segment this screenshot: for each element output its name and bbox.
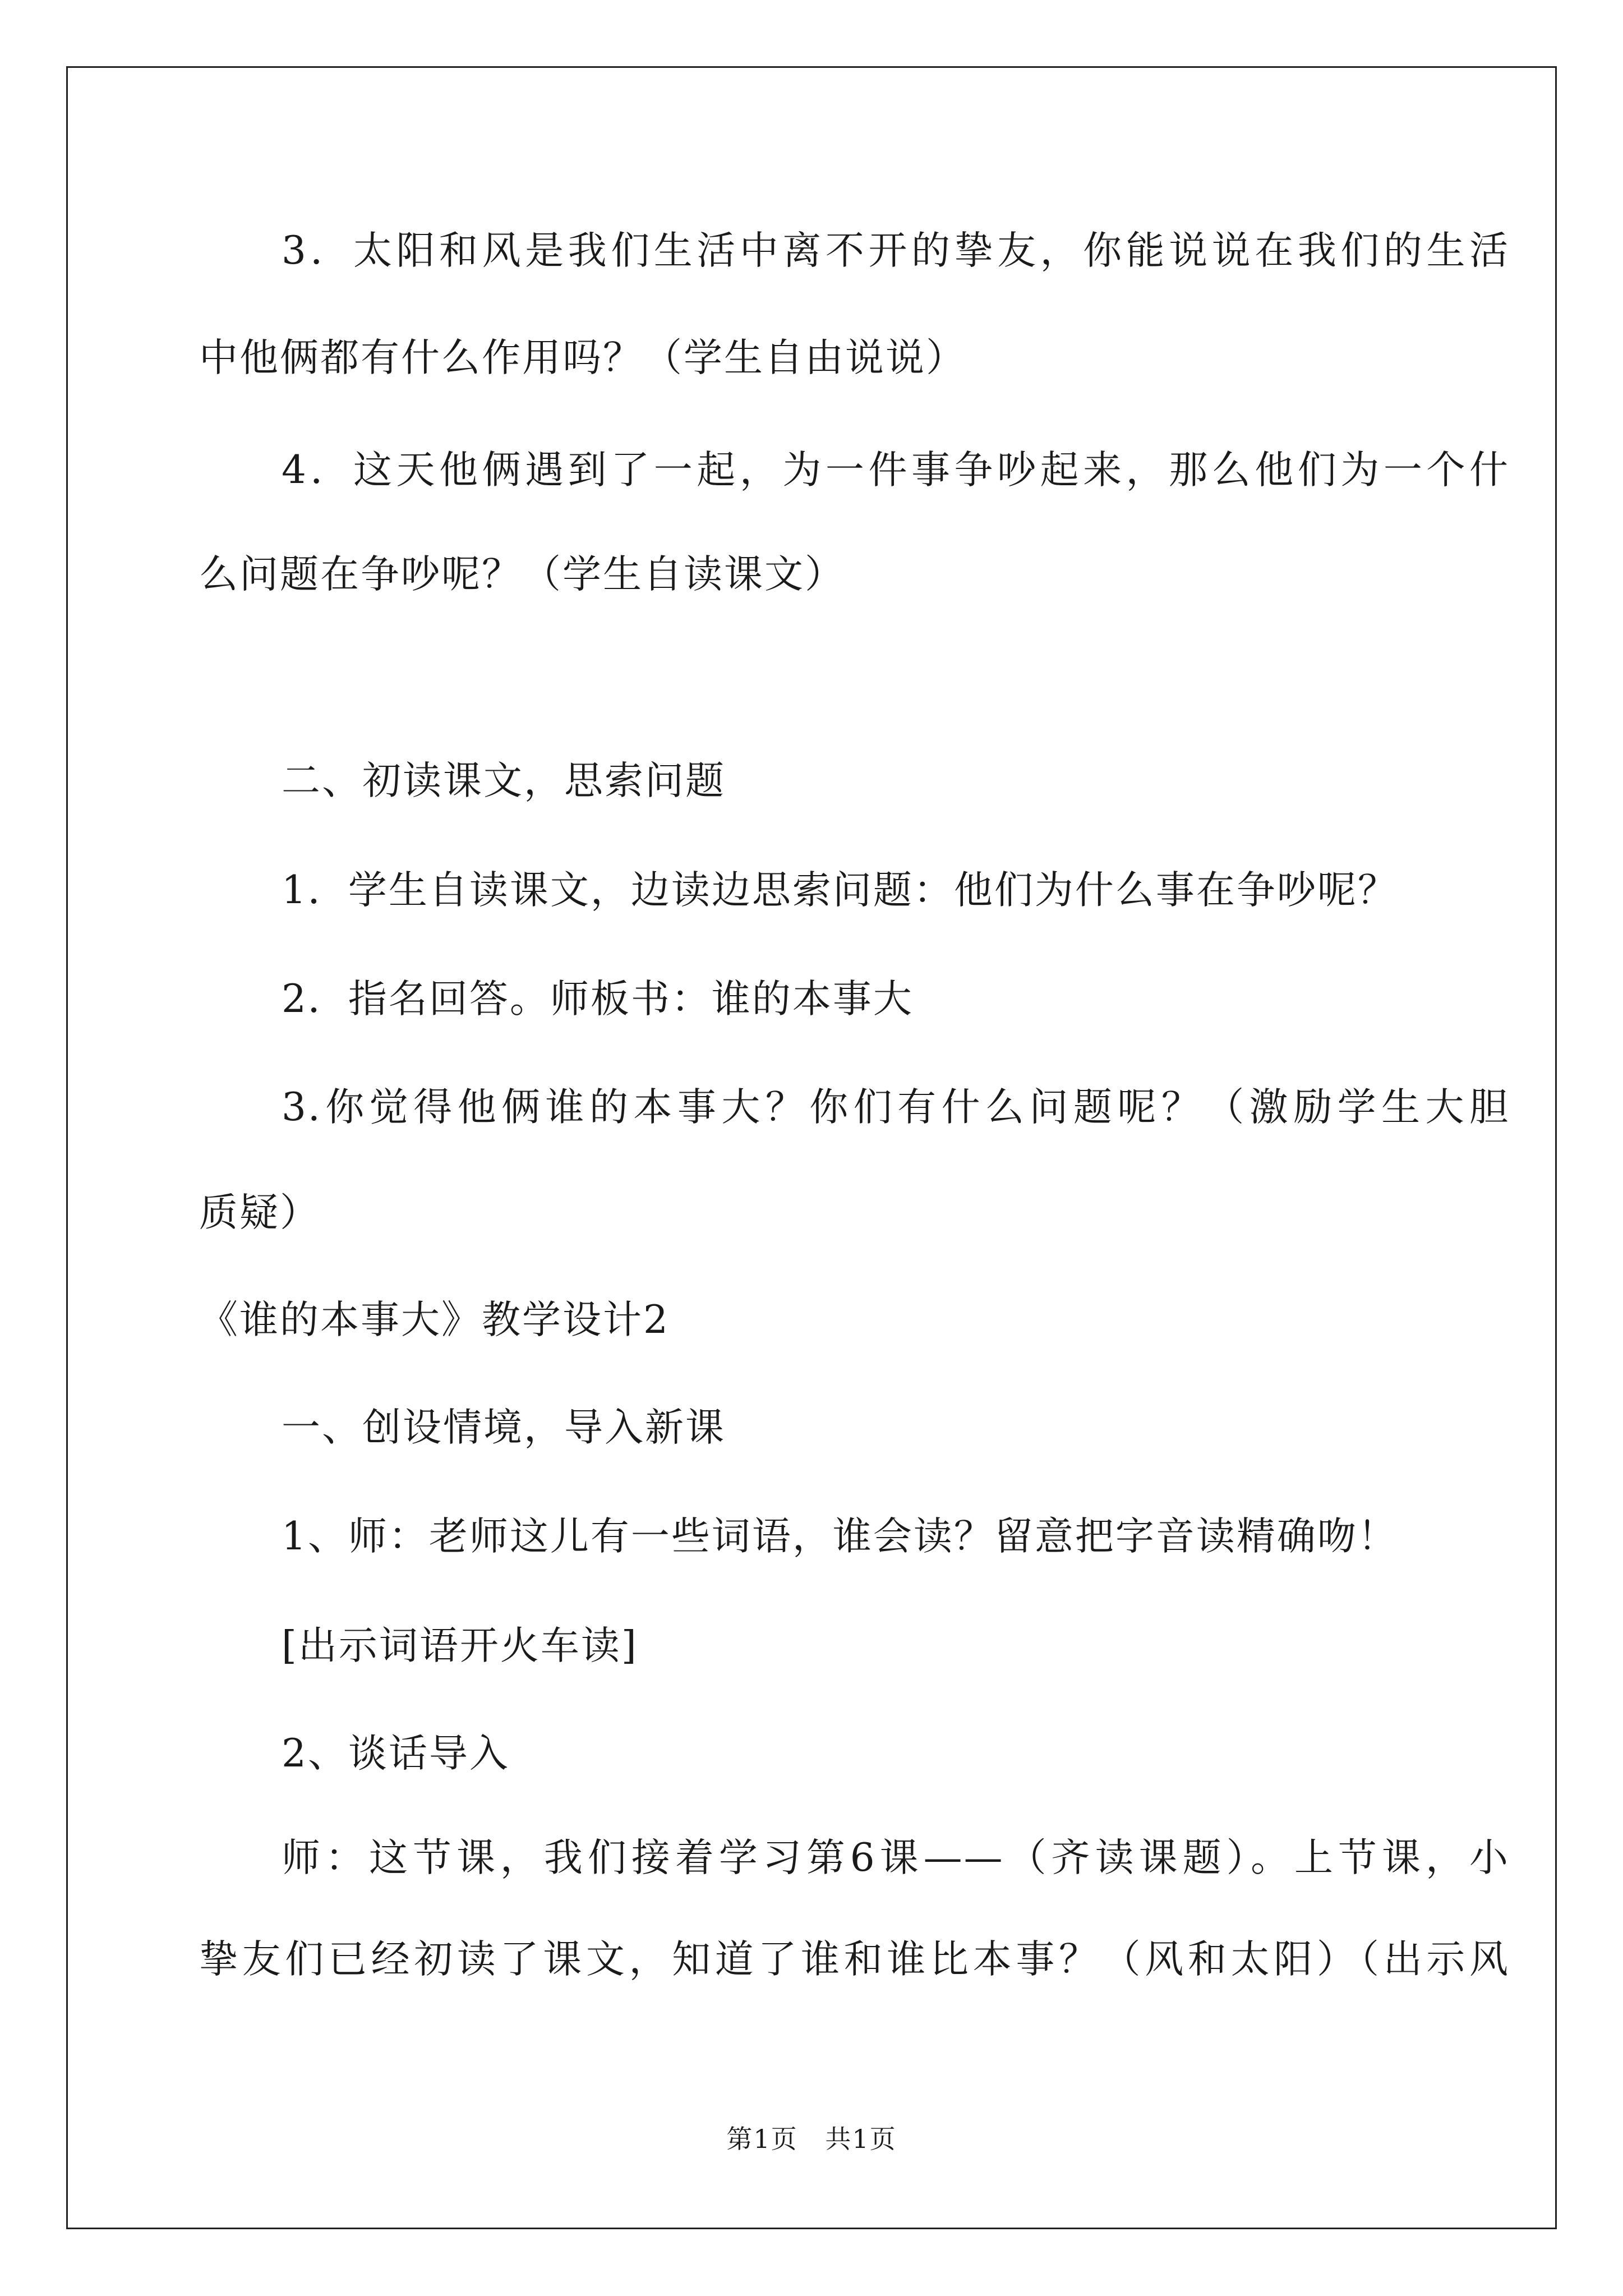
- paragraph-line: 中他俩都有什么作用吗？（学生自由说说）: [199, 335, 966, 380]
- page-footer: [0, 2122, 1623, 2156]
- section-heading: 一、创设情境，导入新课: [282, 1405, 726, 1450]
- page-border: [66, 66, 1557, 2229]
- paragraph-line: 挚友们已经初读了课文，知道了谁和谁比本事？（风和太阳）（出示风: [199, 1937, 1510, 1982]
- paragraph-line: 3.你觉得他俩谁的本事大？你们有什么问题呢？（激励学生大胆: [282, 1085, 1510, 1130]
- paragraph-line: 质疑）: [199, 1190, 320, 1235]
- paragraph-line: 1、师：老师这儿有一些词语，谁会读？留意把字音读精确吻！: [282, 1514, 1398, 1559]
- paragraph-line: 2、谈话导入: [282, 1731, 510, 1776]
- paragraph-line: 4．这天他俩遇到了一起，为一件事争吵起来，那么他们为一个什: [282, 448, 1510, 493]
- paragraph-line: 2．指名回答。师板书：谁的本事大: [282, 977, 914, 1022]
- paragraph-line: [出示词语开火车读]: [282, 1623, 638, 1668]
- paragraph-line: 么问题在争吵呢？（学生自读课文）: [199, 552, 845, 597]
- document-title: 《谁的本事大》教学设计2: [199, 1297, 670, 1342]
- page-total: 共1页: [825, 2124, 897, 2154]
- paragraph-line: 1．学生自读课文，边读边思索问题：他们为什么事在争吵呢？: [282, 868, 1398, 913]
- section-heading: 二、初读课文，思索问题: [282, 758, 726, 803]
- page-number: 第1页: [726, 2124, 798, 2154]
- paragraph-line: 3．太阳和风是我们生活中离不开的挚友，你能说说在我们的生活: [282, 228, 1510, 273]
- paragraph-line: 师：这节课，我们接着学习第6课——（齐读课题）。上节课，小: [282, 1835, 1510, 1880]
